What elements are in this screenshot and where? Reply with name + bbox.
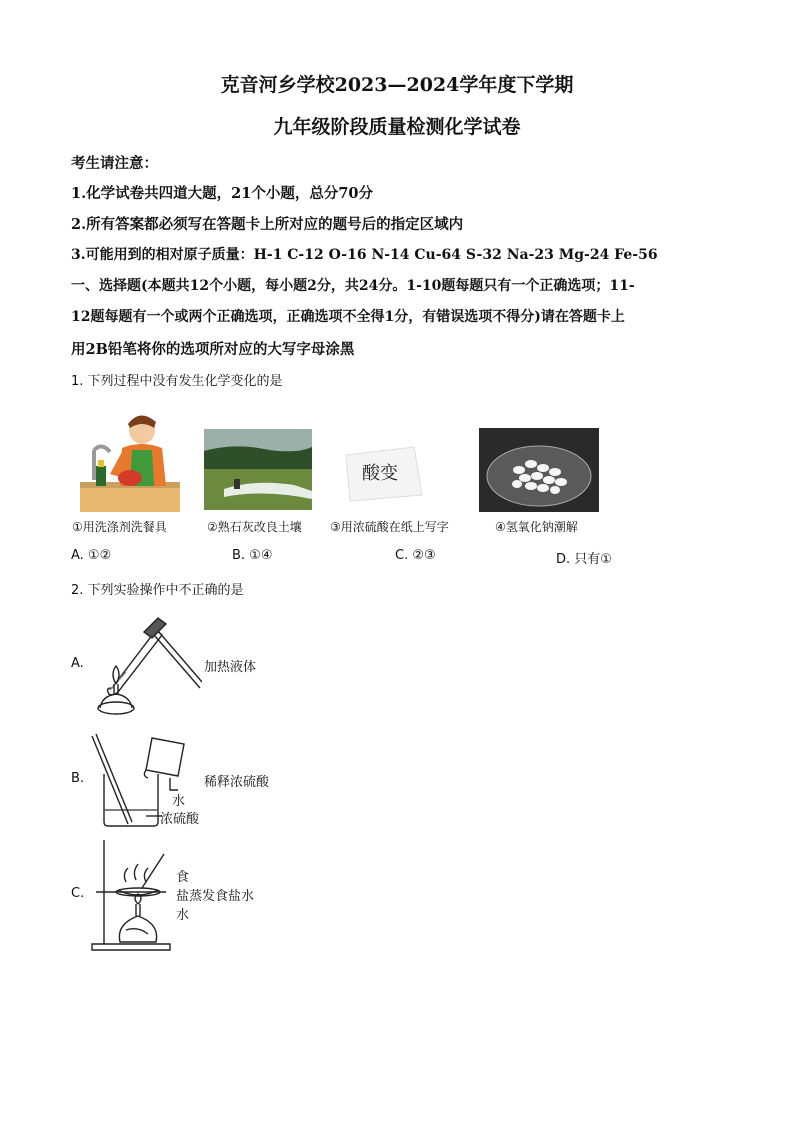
exam-title-line2: 九年级阶段质量检测化学试卷 <box>273 116 521 138</box>
q2-option-b-letter: B. <box>71 771 85 786</box>
lime-field-photo <box>204 429 312 510</box>
q2-option-c-letter: C. <box>71 886 85 901</box>
q2-option-a-letter: A. <box>71 656 84 671</box>
heating-liquid-diagram <box>92 610 202 720</box>
q2-option-b-water-label: 水 <box>172 794 186 809</box>
q1-option-a: A. ①② <box>71 548 112 563</box>
q2-option-c-label-bot: 水 <box>176 908 190 923</box>
q2-option-b-label: 稀释浓硫酸 <box>204 775 270 790</box>
naoh-pellets-photo <box>479 428 599 512</box>
notice-item-2: 2.所有答案都必须写在答题卡上所对应的题号后的指定区域内 <box>71 216 464 233</box>
q1-option-b: B. ①④ <box>232 548 273 563</box>
washing-dishes-illustration <box>80 408 180 512</box>
q2-stem: 2. 下列实验操作中不正确的是 <box>71 583 244 598</box>
paper-text: 酸变 <box>362 463 398 484</box>
exam-title-line1: 克音河乡学校2023—2024学年度下学期 <box>220 74 574 96</box>
q2-option-c-label-top: 食 <box>176 870 190 885</box>
q1-caption-4: ④氢氧化钠潮解 <box>495 520 578 534</box>
q1-caption-2: ②熟石灰改良土壤 <box>207 520 302 534</box>
notice-item-1: 1.化学试卷共四道大题，21个小题，总分70分 <box>71 185 373 202</box>
q1-caption-1: ①用洗涤剂洗餐具 <box>72 520 167 534</box>
notice-item-3: 3.可能用到的相对原子质量：H-1 C-12 O-16 N-14 Cu-64 S-32 Na-23 Mg-24 Fe-56 <box>71 247 658 263</box>
q1-option-c: C. ②③ <box>395 548 436 563</box>
section1-line-2: 12题每题有一个或两个正确选项，正确选项不全得1分，有错误选项不得分)请在答题卡上 <box>71 309 625 325</box>
evaporation-diagram <box>90 838 176 952</box>
q1-caption-3: ③用浓硫酸在纸上写字 <box>330 520 449 534</box>
q1-option-d: D. 只有① <box>556 552 612 567</box>
q2-option-c-label-mid: 盐蒸发食盐水 <box>176 889 255 904</box>
notice-heading: 考生请注意： <box>71 155 158 172</box>
section1-line-3: 用2B铅笔将你的选项所对应的大写字母涂黑 <box>71 341 355 358</box>
q2-option-a-label: 加热液体 <box>204 660 257 675</box>
section1-line-1: 一、选择题(本题共12个小题，每小题2分，共24分。1-10题每题只有一个正确选项；11- <box>71 278 635 294</box>
q2-option-b-acid-label: 浓硫酸 <box>160 812 200 827</box>
q1-stem: 1. 下列过程中没有发生化学变化的是 <box>71 374 283 389</box>
paper-writing-photo <box>344 445 424 503</box>
